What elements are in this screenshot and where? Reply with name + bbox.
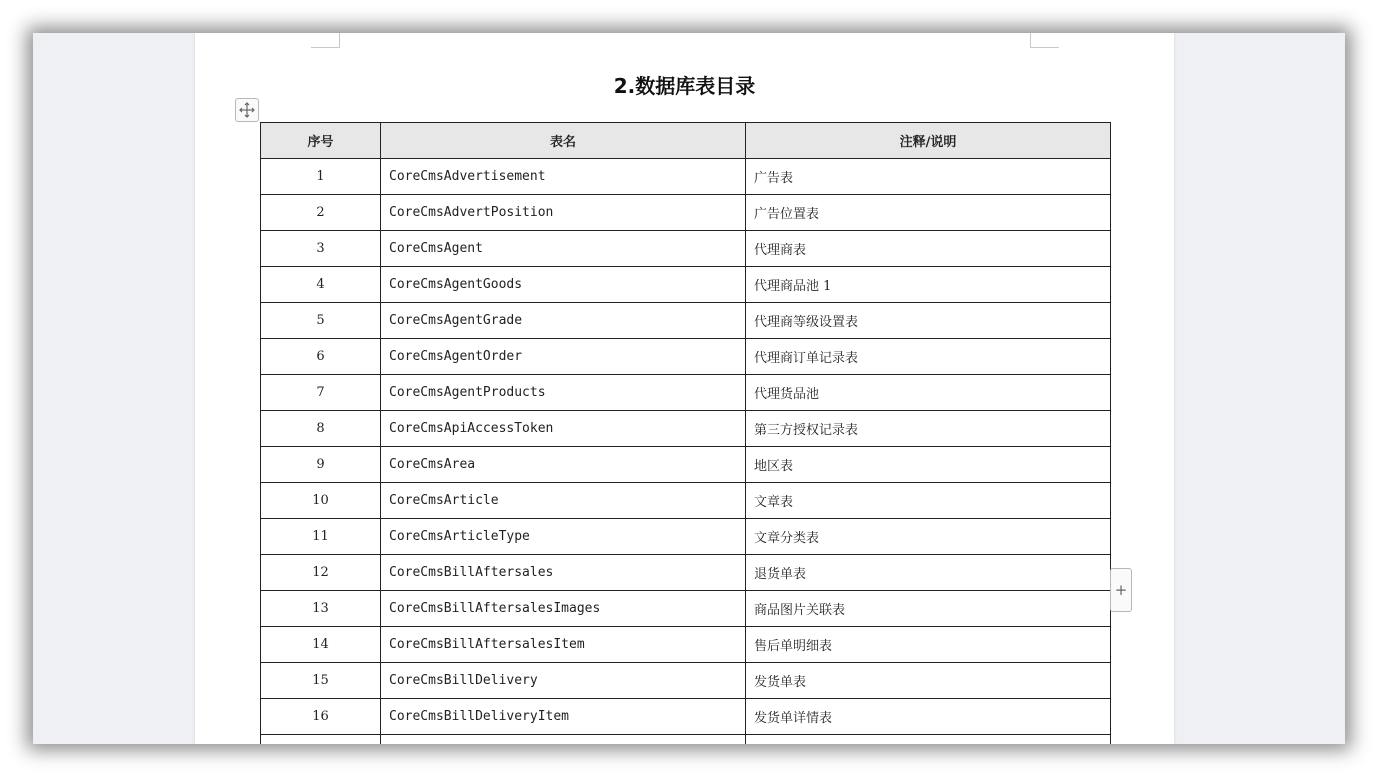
row-number[interactable]: 13 <box>261 591 381 627</box>
table-note-cell[interactable]: 代理商表 <box>746 231 1111 267</box>
table-row <box>261 591 1111 627</box>
document-page <box>195 33 1174 744</box>
table-note-cell[interactable]: 发货单表 <box>746 663 1111 699</box>
table-body <box>261 159 1111 745</box>
row-number[interactable]: 4 <box>261 267 381 303</box>
table-name-cell[interactable]: CoreCmsBillAftersalesItem <box>381 627 746 663</box>
table-row <box>261 519 1111 555</box>
document-window <box>33 33 1345 744</box>
table-note-cell[interactable]: 代理货品池 <box>746 375 1111 411</box>
table-header-row <box>261 123 1111 159</box>
table-move-handle[interactable] <box>235 98 259 122</box>
row-number[interactable]: 1 <box>261 159 381 195</box>
table-note-cell[interactable] <box>746 735 1111 745</box>
row-number[interactable]: 10 <box>261 483 381 519</box>
table-note-cell[interactable]: 第三方授权记录表 <box>746 411 1111 447</box>
table-name-cell[interactable]: CoreCmsBillDeliveryItem <box>381 699 746 735</box>
row-number[interactable]: 7 <box>261 375 381 411</box>
page-title: 2.数据库表目录 <box>613 74 756 98</box>
table-name-cell[interactable]: CoreCmsAgentGrade <box>381 303 746 339</box>
row-number[interactable]: 16 <box>261 699 381 735</box>
table-name-cell[interactable]: CoreCmsBillAftersalesImages <box>381 591 746 627</box>
table-note-cell[interactable]: 代理商订单记录表 <box>746 339 1111 375</box>
row-number[interactable]: 2 <box>261 195 381 231</box>
table-note-cell[interactable]: 地区表 <box>746 447 1111 483</box>
table-note-cell[interactable]: 文章分类表 <box>746 519 1111 555</box>
move-arrows-icon <box>239 102 255 118</box>
row-number[interactable]: 14 <box>261 627 381 663</box>
table-name-cell[interactable]: CoreCmsBillDelivery <box>381 663 746 699</box>
table-note-cell[interactable]: 商品图片关联表 <box>746 591 1111 627</box>
row-number[interactable] <box>261 735 381 745</box>
row-number[interactable]: 5 <box>261 303 381 339</box>
table-row <box>261 483 1111 519</box>
table-row <box>261 195 1111 231</box>
table-row <box>261 411 1111 447</box>
table-name-cell[interactable]: CoreCmsApiAccessToken <box>381 411 746 447</box>
table-name-cell[interactable]: CoreCmsAgentOrder <box>381 339 746 375</box>
table-note-cell[interactable]: 代理商等级设置表 <box>746 303 1111 339</box>
crop-mark-right <box>1030 33 1059 48</box>
table-note-cell[interactable]: 退货单表 <box>746 555 1111 591</box>
table-name-cell[interactable]: CoreCmsArea <box>381 447 746 483</box>
table-row <box>261 231 1111 267</box>
table-name-cell[interactable] <box>381 735 746 745</box>
table-name-cell[interactable]: CoreCmsAgentGoods <box>381 267 746 303</box>
table-note-cell[interactable]: 代理商品池 1 <box>746 267 1111 303</box>
table-note-cell[interactable]: 文章表 <box>746 483 1111 519</box>
table-row <box>261 699 1111 735</box>
table-catalog <box>260 122 1111 744</box>
table-row <box>261 303 1111 339</box>
table-row <box>261 159 1111 195</box>
table-name-cell[interactable]: CoreCmsBillAftersales <box>381 555 746 591</box>
table-row <box>261 339 1111 375</box>
header-note: 注释/说明 <box>746 123 1111 159</box>
table-note-cell[interactable]: 广告表 <box>746 159 1111 195</box>
header-name: 表名 <box>381 123 746 159</box>
table-note-cell[interactable]: 售后单明细表 <box>746 627 1111 663</box>
add-column-button[interactable] <box>1110 568 1132 612</box>
row-number[interactable]: 8 <box>261 411 381 447</box>
row-number[interactable]: 6 <box>261 339 381 375</box>
table-name-cell[interactable]: CoreCmsAdvertisement <box>381 159 746 195</box>
table-name-cell[interactable]: CoreCmsArticleType <box>381 519 746 555</box>
table-name-cell[interactable]: CoreCmsAdvertPosition <box>381 195 746 231</box>
table-row <box>261 375 1111 411</box>
row-number[interactable]: 9 <box>261 447 381 483</box>
row-number[interactable]: 3 <box>261 231 381 267</box>
table-row <box>261 267 1111 303</box>
table-name-cell[interactable]: CoreCmsArticle <box>381 483 746 519</box>
table-note-cell[interactable]: 发货单详情表 <box>746 699 1111 735</box>
table-row <box>261 627 1111 663</box>
crop-mark-left <box>311 33 340 48</box>
table-name-cell[interactable]: CoreCmsAgentProducts <box>381 375 746 411</box>
plus-icon: + <box>1114 581 1128 599</box>
header-no: 序号 <box>261 123 381 159</box>
row-number[interactable]: 15 <box>261 663 381 699</box>
row-number[interactable]: 11 <box>261 519 381 555</box>
table-name-cell[interactable]: CoreCmsAgent <box>381 231 746 267</box>
table-note-cell[interactable]: 广告位置表 <box>746 195 1111 231</box>
table-row <box>261 663 1111 699</box>
table-row <box>261 447 1111 483</box>
row-number[interactable]: 12 <box>261 555 381 591</box>
table-row <box>261 735 1111 745</box>
table-row <box>261 555 1111 591</box>
